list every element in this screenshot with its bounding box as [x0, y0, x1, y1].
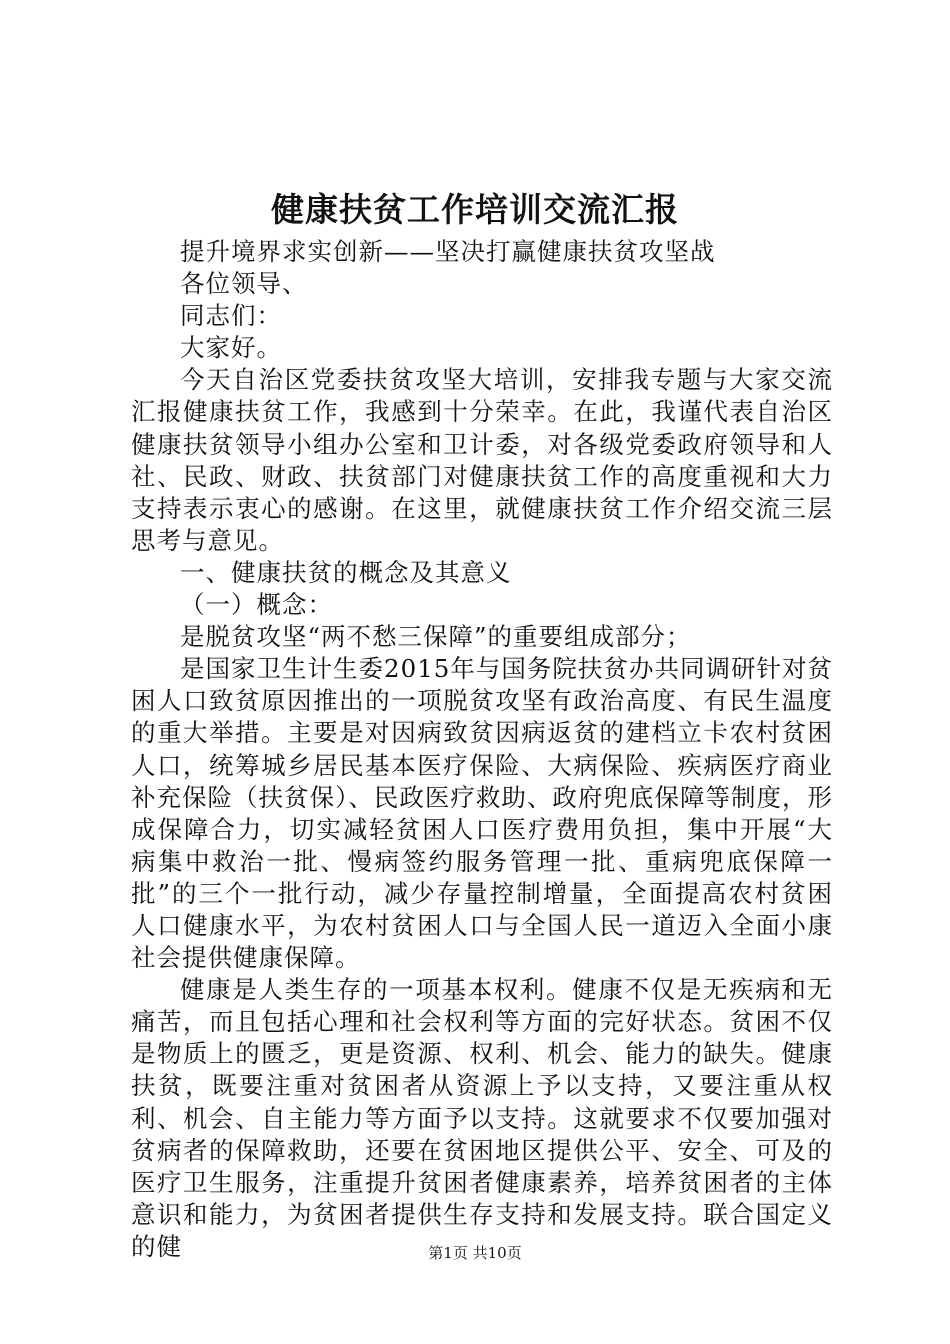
document-title: 健康扶贫工作培训交流汇报: [271, 190, 679, 229]
paragraph-salutation-leaders: 各位领导、: [180, 269, 308, 299]
subsection-heading-concept: （一）概念：: [180, 590, 333, 620]
paragraph-concept-part: 是脱贫攻坚“两不愁三保障”的重要组成部分；: [180, 622, 692, 652]
document-body: [131, 236, 833, 1263]
page-number-footer: 第1页 共10页: [428, 1244, 522, 1262]
paragraph-concept-detail: 是国家卫生计生委2015年与国务院扶贫办共同调研针对贫困人口致贫原因推出的一项脱贫攻坚有政治高度、有民生温度的重大举措。主要是对因病致贫因病返贫的建档立卡农村贫困人口，统筹城乡居民基本医疗保险、大病保险、疾病医疗商业补充保险（扶贫保）、民政医疗救助、政府兜底保障等制度，形成保障合力，切实减轻贫困人口医疗费用负担，集中开展“大病集中救治一批、慢病签约服务管理一批、重病兜底保障一批”的三个一批行动，减少存量控制增量，全面提高农村贫困人口健康水平，为农村贫困人口与全国人民一道迈入全面小康社会提供健康保障。: [131, 654, 833, 973]
paragraph-subtitle: 提升境界求实创新——坚决打赢健康扶贫攻坚战: [180, 237, 716, 266]
paragraph-greeting: 大家好。: [180, 333, 282, 363]
paragraph-introduction: 今天自治区党委扶贫攻坚大培训，安排我专题与大家交流汇报健康扶贫工作，我感到十分荣幸。在此，我谨代表自治区健康扶贫领导小组办公室和卫计委，对各级党委政府领导和人社、民政、财政、扶贫部门对健康扶贫工作的高度重视和大力支持表示衷心的感谢。在这里，就健康扶贫工作介绍交流三层思考与意见。: [131, 365, 833, 555]
paragraph-health-right: 健康是人类生存的一项基本权利。健康不仅是无疾病和无痛苦，而且包括心理和社会权利等方面的完好状态。贫困不仅是物质上的匮乏，更是资源、权利、机会、能力的缺失。健康扶贫，既要注重对贫困者从资源上予以支持，又要注重从权利、机会、自主能力等方面予以支持。这就要求不仅要加强对贫病者的保障救助，还要在贫困地区提供公平、安全、可及的医疗卫生服务，注重提升贫困者健康素养，培养贫困者的主体意识和能力，为贫困者提供生存支持和发展支持。联合国定义的健: [131, 975, 833, 1261]
section-heading-1: 一、健康扶贫的概念及其意义: [180, 557, 512, 587]
paragraph-salutation-comrades: 同志们：: [180, 301, 282, 331]
